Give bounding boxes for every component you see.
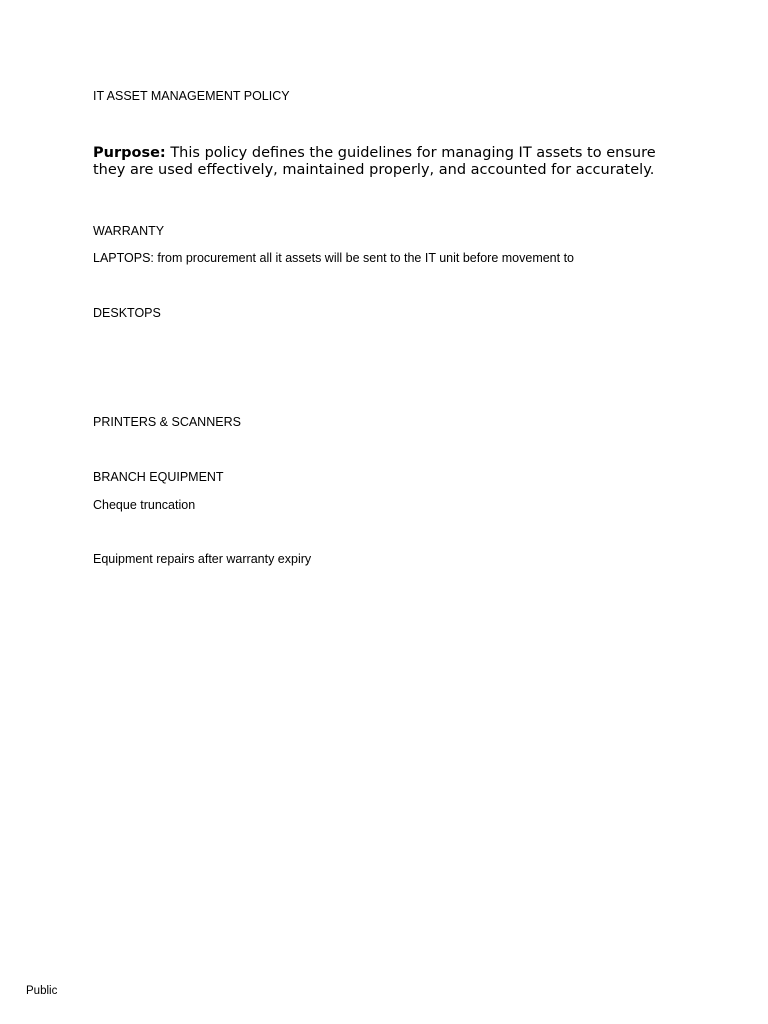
purpose-paragraph xyxy=(93,145,663,179)
document-title: IT ASSET MANAGEMENT POLICY xyxy=(93,89,290,103)
section-heading-printers-scanners: PRINTERS & SCANNERS xyxy=(93,415,241,429)
purpose-label: Purpose: xyxy=(93,145,166,161)
cheque-truncation-item: Cheque truncation xyxy=(93,498,196,512)
section-heading-warranty: WARRANTY xyxy=(93,224,165,238)
purpose-text: This policy defines the guidelines for managing IT assets to ensure they are used effectively, maintained properly, and accounted for accurately. xyxy=(93,145,656,178)
section-heading-desktops: DESKTOPS xyxy=(93,306,161,320)
equipment-repairs-item: Equipment repairs after warranty expiry xyxy=(93,552,312,566)
laptops-paragraph: LAPTOPS: from procurement all it assets will be sent to the IT unit before movement to xyxy=(93,251,575,265)
section-heading-branch-equipment: BRANCH EQUIPMENT xyxy=(93,470,224,484)
footer-classification-label: Public xyxy=(26,985,58,997)
